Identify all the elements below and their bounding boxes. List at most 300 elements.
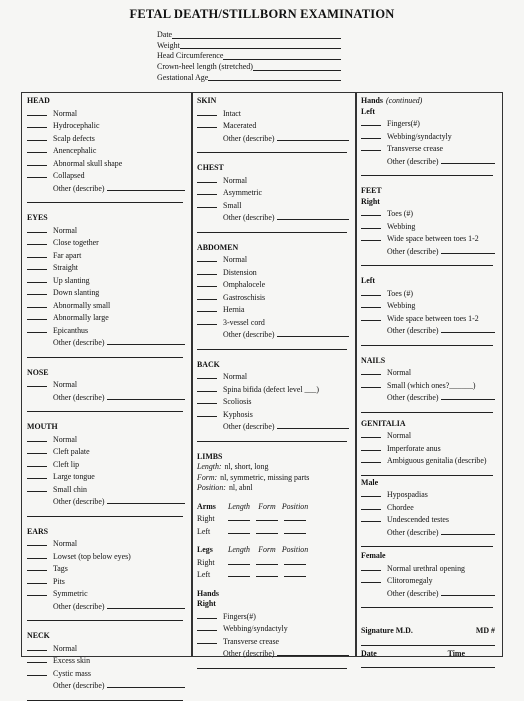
eyes-item-close-together (27, 236, 185, 249)
feet-right-label-webbing: Webbing (387, 221, 416, 231)
back-checkbox-kyphosis[interactable] (197, 408, 217, 417)
signature-line[interactable] (361, 637, 495, 646)
gestational-age-field[interactable] (208, 80, 341, 81)
hands-right-checkbox-transverse-crease[interactable] (197, 635, 217, 644)
crown-heel-field[interactable] (253, 70, 341, 71)
mouth-heading: MOUTH (27, 422, 58, 431)
nails-checkbox-small-which-ones[interactable] (361, 379, 381, 388)
skin-label-intact: Intact (223, 108, 241, 118)
nails-other-field[interactable] (441, 391, 495, 400)
nose-label-normal: Normal (53, 380, 78, 389)
chest-checkbox-asymmetric[interactable] (197, 186, 217, 195)
chest-item-normal (197, 174, 349, 187)
neck-other-field[interactable] (107, 679, 185, 688)
spacer (197, 233, 349, 243)
ears-label-tags: Tags (53, 564, 68, 573)
nails-label-small-which-ones: Small (which ones?______) (387, 380, 476, 390)
genitalia-item-imperforate-anus (361, 442, 495, 455)
form-title: FETAL DEATH/STILLBORN EXAMINATION (129, 7, 395, 21)
genitalia-heading: GENITALIA (361, 418, 406, 428)
arms-right-field-2[interactable] (284, 512, 306, 521)
back-other-extra-line[interactable] (197, 433, 347, 442)
legs-left-field-2[interactable] (284, 568, 306, 577)
date-time-row (361, 649, 495, 660)
limbs-form-label: Form: (197, 472, 218, 482)
eyes-label-close-together: Close together (53, 238, 99, 247)
arms-right-field-1[interactable] (256, 512, 278, 521)
hands-right-item-fingers (197, 610, 349, 623)
ears-label-symmetric: Symmetric (53, 589, 88, 598)
eyes-checkbox-abnormally-large[interactable] (27, 311, 47, 320)
head-item-anencephalic (27, 144, 185, 157)
neck-label-normal: Normal (53, 643, 78, 653)
eyes-checkbox-epicanthus[interactable] (27, 324, 47, 333)
hands-right-other-extra-line[interactable] (197, 660, 347, 669)
spacer (361, 176, 495, 186)
feet-left-checkbox-webbing[interactable] (361, 299, 381, 308)
skin-other (197, 132, 349, 145)
feet-right-other-field[interactable] (441, 245, 495, 254)
nose-other-field[interactable] (107, 391, 185, 400)
eyes-checkbox-up-slanting[interactable] (27, 274, 47, 283)
back-label-kyphosis: Kyphosis (223, 409, 253, 419)
limbs-length-row (197, 462, 349, 473)
head-checkbox-hydrocephalic[interactable] (27, 119, 47, 128)
eyes-item-epicanthus (27, 324, 185, 337)
legs-row-left (197, 568, 349, 581)
feet-right-label-toes: Toes (#) (387, 209, 413, 218)
signature-time-label: Time (447, 648, 465, 658)
nails-item-small-which-ones (361, 379, 495, 392)
ears-checkbox-symmetric[interactable] (27, 587, 47, 596)
neck-item-cystic-mass (27, 667, 185, 680)
male-other (361, 526, 495, 539)
skin-label-macerated: Macerated (223, 121, 257, 130)
feet-left-heading: Left (361, 276, 376, 285)
ears-checkbox-lowset-top-below-eyes[interactable] (27, 550, 47, 559)
hands-left-checkbox-webbing-syndactyly[interactable] (361, 130, 381, 139)
crown-heel-label: Crown-heel length (stretched) (157, 62, 253, 72)
abdomen-other-field[interactable] (277, 328, 349, 337)
mouth-item-normal (27, 433, 185, 446)
legs-col-form: Form (258, 545, 276, 554)
head-checkbox-anencephalic[interactable] (27, 144, 47, 153)
signature-row (361, 626, 495, 637)
chest-checkbox-normal[interactable] (197, 174, 217, 183)
arms-row-label-left: Left (197, 526, 211, 536)
spacer (197, 350, 349, 360)
mouth-other-extra-line[interactable] (27, 508, 183, 517)
abdomen-item-gastroschisis (197, 291, 349, 304)
head-circumference-field[interactable] (223, 59, 341, 60)
hands-left-checkbox-transverse-crease[interactable] (361, 142, 381, 151)
spacer (27, 412, 185, 422)
back-label-scoliosis: Scoliosis (223, 397, 252, 406)
head-item-collapsed (27, 169, 185, 182)
ears-item-tags (27, 562, 185, 575)
spacer (361, 346, 495, 356)
female-checkbox-clitoromegaly[interactable] (361, 574, 381, 583)
feet-left-other-label: Other (describe) (387, 326, 439, 335)
arms-left-field-2[interactable] (284, 525, 306, 534)
head-item-hydrocephalic (27, 119, 185, 132)
hands-right-other-label: Other (describe) (223, 649, 275, 658)
feet-right-other-extra-line[interactable] (361, 257, 493, 266)
male-checkbox-hypospadias[interactable] (361, 488, 381, 497)
spacer (27, 621, 185, 631)
feet-left-item-wide-space-between-toes-1-2 (361, 312, 495, 325)
eyes-item-normal (27, 224, 185, 237)
nails-other-label: Other (describe) (387, 393, 439, 402)
male-checkbox-chordee[interactable] (361, 501, 381, 510)
weight-field[interactable] (180, 48, 341, 49)
mouth-item-cleft-palate (27, 445, 185, 458)
mouth-other-field[interactable] (107, 495, 185, 504)
hands-left-other (361, 155, 495, 168)
legs-right-field-2[interactable] (284, 556, 306, 565)
chest-item-small (197, 199, 349, 212)
arms-row-label-right: Right (197, 514, 215, 523)
legs-left-field-1[interactable] (256, 568, 278, 577)
male-other-field[interactable] (441, 526, 495, 535)
female-other-field[interactable] (441, 587, 495, 596)
feet-left-item-webbing (361, 299, 495, 312)
head-checkbox-scalp-defects[interactable] (27, 132, 47, 141)
skin-checkbox-macerated[interactable] (197, 119, 217, 128)
signature-label: Signature M.D. (361, 626, 413, 635)
female-checkbox-normal-urethral-opening[interactable] (361, 562, 381, 571)
feet-right-item-wide-space-between-toes-1-2 (361, 232, 495, 245)
legs-right-field-0[interactable] (228, 556, 250, 565)
hands-left-heading: Left (361, 106, 376, 116)
neck-checkbox-cystic-mass[interactable] (27, 667, 47, 676)
ears-checkbox-pits[interactable] (27, 575, 47, 584)
head-label-anencephalic: Anencephalic (53, 146, 97, 155)
male-item-undescended-testes (361, 513, 495, 526)
hands-left-label-webbing-syndactyly: Webbing/syndactyly (387, 131, 452, 141)
ears-item-normal (27, 537, 185, 550)
mouth-label-cleft-palate: Cleft palate (53, 447, 90, 456)
feet-right-other-label: Other (describe) (387, 246, 439, 256)
ears-other-field[interactable] (107, 600, 185, 609)
male-label-hypospadias: Hypospadias (387, 490, 428, 499)
female-item-clitoromegaly (361, 574, 495, 587)
hands-right-heading: Right (197, 599, 216, 608)
feet-right-item-toes (361, 207, 495, 220)
abdomen-label-normal: Normal (223, 255, 248, 264)
back-checkbox-spina-bifida-defect-level[interactable] (197, 383, 217, 392)
skin-other-field[interactable] (277, 132, 349, 141)
hands-left-other-field[interactable] (441, 155, 495, 164)
legs-row-label-right: Right (197, 557, 215, 567)
abdomen-checkbox-hernia[interactable] (197, 303, 217, 312)
male-other-extra-line[interactable] (361, 538, 493, 547)
arms-left-field-1[interactable] (256, 525, 278, 534)
header-fields (157, 30, 341, 83)
hands-left-checkbox-fingers[interactable] (361, 117, 381, 126)
feet-left-item-toes (361, 287, 495, 300)
feet-right-other (361, 245, 495, 258)
female-heading: Female (361, 551, 386, 560)
feet-heading: FEET (361, 186, 382, 195)
feet-left-other (361, 324, 495, 337)
eyes-other-field[interactable] (107, 336, 185, 345)
head-item-normal (27, 107, 185, 120)
column-1 (27, 96, 185, 701)
eyes-label-abnormally-small: Abnormally small (53, 300, 111, 310)
chest-other (197, 211, 349, 224)
female-label-normal-urethral-opening: Normal urethral opening (387, 563, 466, 573)
mouth-checkbox-cleft-lip[interactable] (27, 458, 47, 467)
chest-label-small: Small (223, 200, 242, 210)
limbs-position-values: nl, abnl (228, 483, 253, 492)
limbs-position-row (197, 483, 349, 494)
abdomen-other-extra-line[interactable] (197, 341, 347, 350)
neck-label-cystic-mass: Cystic mass (53, 668, 91, 678)
eyes-other-extra-line[interactable] (27, 349, 183, 358)
head-other-field[interactable] (107, 182, 185, 191)
ears-label-normal: Normal (53, 539, 78, 548)
feet-right-label-wide-space-between-toes-1-2: Wide space between toes 1-2 (387, 234, 479, 243)
nose-other-extra-line[interactable] (27, 403, 183, 412)
chest-heading: CHEST (197, 163, 224, 172)
chest-other-field[interactable] (277, 211, 349, 220)
hands-right-checkbox-webbing-syndactyly[interactable] (197, 622, 217, 631)
skin-item-macerated (197, 119, 349, 132)
male-checkbox-undescended-testes[interactable] (361, 513, 381, 522)
arms-col-length: Length (228, 501, 250, 511)
head-other-label: Other (describe) (53, 183, 105, 193)
mouth-checkbox-small-chin[interactable] (27, 483, 47, 492)
hands-left-other-extra-line[interactable] (361, 167, 493, 176)
eyes-checkbox-normal[interactable] (27, 224, 47, 233)
arms-heading: Arms (197, 501, 216, 511)
ears-label-lowset-top-below-eyes: Lowset (top below eyes) (53, 551, 131, 561)
head-other-extra-line[interactable] (27, 194, 183, 203)
hands-continued-title: Hands (361, 96, 383, 105)
feet-right-checkbox-toes[interactable] (361, 207, 381, 216)
arms-header (197, 502, 349, 513)
eyes-other-label: Other (describe) (53, 338, 105, 347)
column-2 (197, 96, 349, 669)
back-item-normal (197, 370, 349, 383)
ears-checkbox-normal[interactable] (27, 537, 47, 546)
signature-date-label: Date (361, 648, 377, 658)
genitalia-describe-line[interactable] (361, 467, 493, 476)
eyes-label-normal: Normal (53, 225, 78, 235)
chest-other-label: Other (describe) (223, 213, 275, 222)
abdomen-checkbox-omphalocele[interactable] (197, 278, 217, 287)
feet-right-checkbox-wide-space-between-toes-1-2[interactable] (361, 232, 381, 241)
eyes-label-straight: Straight (53, 263, 78, 272)
hands-right-label-fingers: Fingers(#) (223, 611, 256, 621)
hands-right-other-field[interactable] (277, 647, 349, 656)
arms-row-left (197, 525, 349, 538)
hands-left-item-fingers (361, 117, 495, 130)
arms-right-field-0[interactable] (228, 512, 250, 521)
feet-left-checkbox-wide-space-between-toes-1-2[interactable] (361, 312, 381, 321)
female-item-normal-urethral-opening (361, 562, 495, 575)
nose-other-label: Other (describe) (53, 392, 105, 402)
nails-other (361, 391, 495, 404)
genitalia-item-ambiguous-genitalia-describe (361, 454, 495, 467)
weight-label: Weight (157, 40, 180, 50)
back-item-scoliosis (197, 395, 349, 408)
mouth-other (27, 495, 185, 508)
abdomen-checkbox-3-vessel-cord[interactable] (197, 316, 217, 325)
hands-right-item-transverse-crease (197, 635, 349, 648)
head-heading: HEAD (27, 96, 50, 105)
feet-left-other-extra-line[interactable] (361, 337, 493, 346)
nails-checkbox-normal[interactable] (361, 366, 381, 375)
spacer (27, 358, 185, 368)
arms-left-field-0[interactable] (228, 525, 250, 534)
mouth-checkbox-cleft-palate[interactable] (27, 445, 47, 454)
ears-checkbox-tags[interactable] (27, 562, 47, 571)
abdomen-label-3-vessel-cord: 3-vessel cord (223, 317, 265, 327)
date-time-line[interactable] (361, 659, 495, 668)
ears-item-lowset-top-below-eyes (27, 550, 185, 563)
chest-checkbox-small[interactable] (197, 199, 217, 208)
eyes-checkbox-close-together[interactable] (27, 236, 47, 245)
legs-right-field-1[interactable] (256, 556, 278, 565)
male-label-chordee: Chordee (387, 502, 414, 512)
eyes-item-straight (27, 261, 185, 274)
hands-continued-heading (361, 96, 495, 107)
legs-heading: Legs (197, 545, 213, 554)
hands-left-other-label: Other (describe) (387, 156, 439, 166)
mouth-other-label: Other (describe) (53, 497, 105, 506)
back-checkbox-scoliosis[interactable] (197, 395, 217, 404)
abdomen-item-normal (197, 253, 349, 266)
date-label: Date (157, 29, 173, 39)
female-label-clitoromegaly: Clitoromegaly (387, 576, 433, 585)
head-checkbox-collapsed[interactable] (27, 169, 47, 178)
head-label-normal: Normal (53, 108, 78, 118)
abdomen-label-distension: Distension (223, 267, 257, 277)
ears-other-extra-line[interactable] (27, 612, 183, 621)
legs-col-position: Position (281, 545, 309, 554)
feet-left-label-toes: Toes (#) (387, 288, 413, 298)
date-field[interactable] (172, 38, 341, 39)
nose-checkbox-normal[interactable] (27, 378, 47, 387)
abdomen-item-omphalocele (197, 278, 349, 291)
abdomen-label-omphalocele: Omphalocele (223, 280, 266, 289)
male-heading: Male (361, 477, 379, 487)
head-item-abnormal-skull-shape (27, 157, 185, 170)
nose-other (27, 391, 185, 404)
male-label-undescended-testes: Undescended testes (387, 515, 450, 524)
back-label-normal: Normal (223, 372, 248, 381)
hands-left-item-transverse-crease (361, 142, 495, 155)
back-other (197, 420, 349, 433)
back-heading: BACK (197, 359, 220, 369)
female-other-extra-line[interactable] (361, 599, 493, 608)
neck-checkbox-excess-skin[interactable] (27, 654, 47, 663)
eyes-checkbox-down-slanting[interactable] (27, 286, 47, 295)
limbs-form-values: nl, symmetric, missing parts (220, 472, 310, 482)
back-item-spina-bifida-defect-level (197, 383, 349, 396)
genitalia-checkbox-normal[interactable] (361, 429, 381, 438)
spacer (197, 442, 349, 452)
eyes-item-up-slanting (27, 274, 185, 287)
legs-left-field-0[interactable] (228, 568, 250, 577)
abdomen-label-gastroschisis: Gastroschisis (223, 292, 266, 302)
hands-left-label-fingers: Fingers(#) (387, 119, 420, 128)
back-other-label: Other (describe) (223, 422, 275, 431)
skin-checkbox-intact[interactable] (197, 107, 217, 116)
genitalia-checkbox-ambiguous-genitalia-describe[interactable] (361, 454, 381, 463)
skin-other-extra-line[interactable] (197, 144, 347, 153)
head-checkbox-normal[interactable] (27, 107, 47, 116)
female-other (361, 587, 495, 600)
hands-left-label-transverse-crease: Transverse crease (387, 144, 444, 153)
neck-other (27, 679, 185, 692)
spacer (361, 266, 495, 276)
mouth-label-normal: Normal (53, 434, 78, 444)
back-other-field[interactable] (277, 420, 349, 429)
eyes-checkbox-far-apart[interactable] (27, 249, 47, 258)
head-label-scalp-defects: Scalp defects (53, 133, 95, 143)
eyes-checkbox-straight[interactable] (27, 261, 47, 270)
hands-left-item-webbing-syndactyly (361, 130, 495, 143)
head-circumference-label: Head Circumference (157, 51, 224, 61)
genitalia-label-ambiguous-genitalia-describe: Ambiguous genitalia (describe) (387, 456, 487, 465)
abdomen-checkbox-distension[interactable] (197, 266, 217, 275)
ears-item-symmetric (27, 587, 185, 600)
neck-checkbox-normal[interactable] (27, 642, 47, 651)
md-number-label: MD # (475, 626, 495, 635)
nails-item-normal (361, 366, 495, 379)
neck-other-extra-line[interactable] (27, 692, 183, 701)
limbs-position-label: Position: (197, 483, 226, 492)
ears-other (27, 600, 185, 613)
feet-right-heading: Right (361, 196, 380, 206)
back-label-spina-bifida-defect-level: Spina bifida (defect level ___) (223, 384, 319, 394)
abdomen-checkbox-normal[interactable] (197, 253, 217, 262)
eyes-item-down-slanting (27, 286, 185, 299)
female-other-label: Other (describe) (387, 588, 439, 598)
nose-item-normal (27, 378, 185, 391)
head-other (27, 182, 185, 195)
abdomen-checkbox-gastroschisis[interactable] (197, 291, 217, 300)
male-item-chordee (361, 501, 495, 514)
spacer (27, 517, 185, 527)
abdomen-label-hernia: Hernia (223, 305, 245, 314)
feet-left-checkbox-toes[interactable] (361, 287, 381, 296)
mouth-checkbox-normal[interactable] (27, 433, 47, 442)
skin-heading: SKIN (197, 96, 217, 105)
hands-continued-note: (continued) (385, 96, 423, 105)
hands-right-checkbox-fingers[interactable] (197, 610, 217, 619)
feet-right-checkbox-webbing[interactable] (361, 220, 381, 229)
neck-item-normal (27, 642, 185, 655)
back-checkbox-normal[interactable] (197, 370, 217, 379)
head-checkbox-abnormal-skull-shape[interactable] (27, 157, 47, 166)
eyes-checkbox-abnormally-small[interactable] (27, 299, 47, 308)
nails-label-normal: Normal (387, 368, 412, 377)
genitalia-checkbox-imperforate-anus[interactable] (361, 442, 381, 451)
ears-label-pits: Pits (53, 576, 65, 586)
mouth-checkbox-large-tongue[interactable] (27, 470, 47, 479)
nails-other-extra-line[interactable] (361, 404, 493, 413)
ears-heading: EARS (27, 526, 49, 536)
chest-other-extra-line[interactable] (197, 224, 347, 233)
gestational-age-label: Gestational Age (157, 72, 209, 82)
spacer (27, 203, 185, 213)
spacer (197, 494, 349, 502)
feet-left-other-field[interactable] (441, 324, 495, 333)
